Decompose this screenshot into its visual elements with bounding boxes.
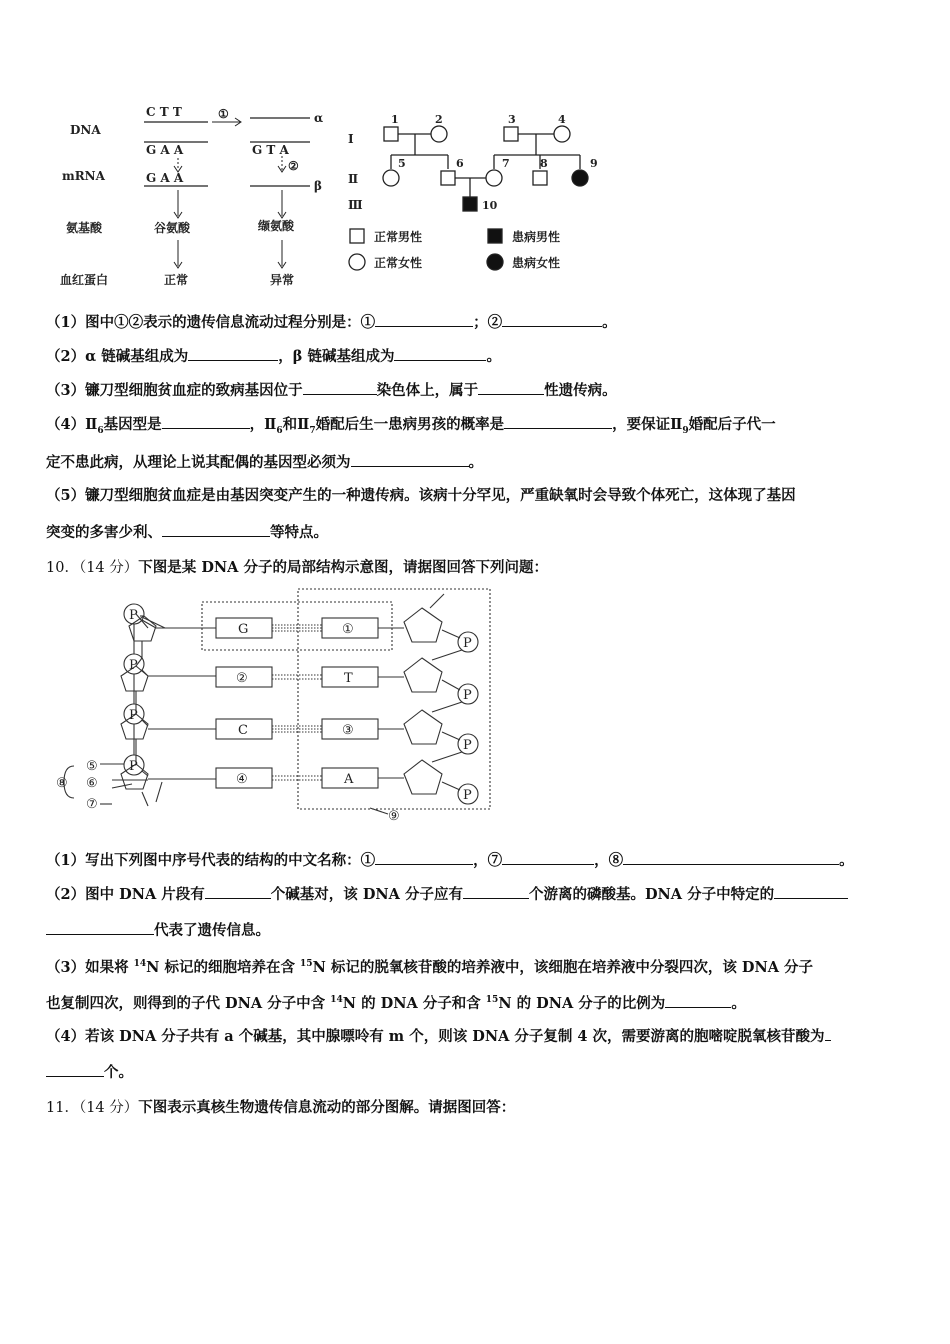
answer-blank[interactable] — [478, 380, 544, 395]
q9-sub1: （1）图中①②表示的遗传信息流动过程分别是：① ；② 。 — [46, 314, 617, 331]
pedigree-1-normal-male — [384, 127, 398, 141]
answer-blank[interactable] — [665, 993, 731, 1008]
amino-acid-label: 氨基酸 — [66, 221, 103, 235]
pedigree-id-7: 7 — [502, 157, 510, 170]
pedigree-3-normal-male — [504, 127, 518, 141]
q9-sub5: （5）镰刀型细胞贫血症是由基因突变产生的一种遗传病。该病十分罕见，严重缺氧时会导致个体死亡，这体现了基因 — [46, 487, 796, 504]
legend-normal-female-icon — [349, 254, 365, 270]
pedigree-id-1: 1 — [391, 113, 399, 126]
legend-affected-female-icon — [487, 254, 503, 270]
beta-label: β — [314, 179, 322, 193]
q10-sub4: （4）若该 DNA 分子共有 a 个碱基，其中腺嘌呤有 m 个，则该 DNA 分子复制 4 次，需要游离的胞嘧啶脱氧核苷酸为 — [46, 1026, 916, 1047]
process-mark-1: ① — [218, 107, 229, 121]
pedigree-6-normal-male — [441, 171, 455, 185]
answer-blank[interactable] — [375, 312, 473, 327]
aa-left: 谷氨酸 — [154, 221, 191, 235]
pedigree-id-10: 10 — [482, 199, 498, 212]
answer-blank[interactable] — [623, 850, 839, 865]
answer-blank[interactable] — [502, 312, 602, 327]
pedigree-2-normal-female — [431, 126, 447, 142]
mark-8: ⑧ — [56, 776, 68, 791]
mrna-left: G A A — [146, 171, 184, 185]
mrna-label: mRNA — [62, 169, 105, 183]
q9-sub4: $(4)Ⅱ_6$基因型是 ，$Ⅱ_6$和$Ⅱ_7$婚配后生一患病男孩的概率是 ，要保证$Ⅱ_9$婚配后子代一 — [46, 416, 776, 436]
left-phosphate-label: P — [129, 708, 138, 723]
legend-affected-male-icon — [488, 229, 502, 243]
pedigree-id-6: 6 — [456, 157, 464, 170]
legend-normal-male: 正常男性 — [374, 230, 423, 244]
pedigree-chart — [340, 105, 610, 275]
generation-2-label: Ⅱ — [348, 172, 359, 186]
answer-blank[interactable] — [463, 884, 529, 899]
pedigree-5-normal-female — [383, 170, 399, 186]
q10-sub4-cont: 个。 — [46, 1062, 916, 1083]
legend-affected-female: 患病女性 — [512, 256, 561, 270]
dotted-box-base-pair — [202, 602, 392, 650]
q10-sub2: （2）图中 DNA 片段有 个碱基对，该 DNA 分子应有 个游离的磷酸基。DNA 分子中特定的 — [46, 884, 916, 905]
dna-bottom-strand-right: G T A — [252, 143, 289, 157]
dna-bottom-strand-left: G A A — [146, 143, 184, 157]
pedigree-4-normal-female — [554, 126, 570, 142]
answer-blank[interactable] — [394, 346, 486, 361]
left-phosphate-label: P — [129, 608, 138, 623]
pedigree-8-normal-male — [533, 171, 547, 185]
answer-blank[interactable] — [375, 850, 473, 865]
aa-right: 缬氨酸 — [258, 219, 295, 233]
answer-blank[interactable] — [162, 414, 250, 429]
answer-blank[interactable] — [162, 522, 270, 537]
q9-sub2: （2）α 链碱基组成为 ，β 链碱基组成为 。 — [46, 348, 501, 365]
base-mark-2: ② — [236, 671, 248, 686]
pedigree-10-affected-male — [463, 197, 477, 211]
legend-normal-female: 正常女性 — [374, 256, 423, 270]
pedigree-id-2: 2 — [435, 113, 443, 126]
right-phosphate-label: P — [463, 636, 472, 651]
q9-sub4-cont: 定不患此病，从理论上说其配偶的基因型必须为 。 — [46, 454, 483, 471]
pedigree-7-normal-female — [486, 170, 502, 186]
base-a: A — [344, 772, 354, 787]
pedigree-id-4: 4 — [558, 113, 566, 126]
dna-label: DNA — [70, 123, 101, 137]
hb-right: 异常 — [270, 273, 295, 287]
q10-sub1: （1）写出下列图中序号代表的结构的中文名称：① ，⑦ ，⑧ 。 — [46, 852, 854, 869]
answer-blank[interactable] — [46, 1062, 104, 1077]
right-phosphate-label: P — [463, 738, 472, 753]
answer-blank[interactable] — [351, 452, 469, 467]
answer-blank[interactable] — [774, 884, 848, 899]
mark-9: ⑨ — [388, 809, 400, 824]
process-mark-2: ② — [288, 159, 299, 173]
pedigree-9-affected-female — [572, 170, 588, 186]
base-mark-3: ③ — [342, 723, 354, 738]
left-phosphate-label: P — [129, 658, 138, 673]
q11-header: 11．（14 分）下图表示真核生物遗传信息流动的部分图解。请据图回答： — [46, 1099, 516, 1116]
hb-left: 正常 — [164, 273, 189, 287]
mark-6: ⑥ — [86, 776, 98, 791]
gene-expression-diagram — [60, 100, 340, 295]
base-c: C — [238, 723, 248, 738]
generation-1-label: Ⅰ — [348, 132, 354, 146]
q10-sub3: （3）如果将 $^{14}$N 标记的细胞培养在含 $^{15}$N 标记的脱氧核苷酸的培养液中，该细胞在培养液中分裂四次，该 DNA 分子 — [46, 958, 814, 976]
answer-blank[interactable] — [188, 346, 278, 361]
pedigree-id-9: 9 — [590, 157, 598, 170]
q10-sub2-cont: 代表了遗传信息。 — [46, 920, 916, 941]
answer-blank[interactable] — [303, 380, 377, 395]
answer-blank[interactable] — [825, 1026, 831, 1041]
base-mark-4: ④ — [236, 772, 248, 787]
pedigree-id-8: 8 — [540, 157, 548, 170]
answer-blank[interactable] — [502, 850, 594, 865]
dotted-box-9 — [298, 589, 490, 809]
dna-top-strand-left: C T T — [146, 105, 182, 119]
legend-affected-male: 患病男性 — [512, 230, 561, 244]
q9-sub5-cont: 突变的多害少利、 等特点。 — [46, 524, 328, 541]
hemoglobin-label: 血红蛋白 — [60, 273, 109, 287]
dna-structure-diagram — [52, 586, 502, 826]
q9-sub3: （3）镰刀型细胞贫血症的致病基因位于 染色体上，属于 性遗传病。 — [46, 382, 617, 399]
pedigree-id-5: 5 — [398, 157, 406, 170]
q10-sub3-cont: 也复制四次，则得到的子代 DNA 分子中含 $^{14}$N 的 DNA 分子和含 $^{15}$N 的 DNA 分子的比例为 。 — [46, 994, 746, 1012]
alpha-label: α — [314, 111, 324, 125]
base-t: T — [344, 671, 353, 686]
base-mark-1: ① — [342, 622, 354, 637]
answer-blank[interactable] — [504, 414, 612, 429]
generation-3-label: Ⅲ — [348, 198, 363, 212]
answer-blank[interactable] — [205, 884, 271, 899]
left-phosphates — [124, 604, 156, 776]
base-g: G — [238, 622, 249, 637]
legend-normal-male-icon — [350, 229, 364, 243]
pedigree-id-3: 3 — [508, 113, 516, 126]
right-phosphate-label: P — [463, 788, 472, 803]
mark-5: ⑤ — [86, 759, 98, 774]
left-phosphate-label: P — [129, 759, 138, 774]
answer-blank[interactable] — [46, 920, 154, 935]
right-phosphate-label: P — [463, 688, 472, 703]
q10-header: 10．（14 分）下图是某 DNA 分子的局部结构示意图，请据图回答下列问题： — [46, 559, 548, 576]
mark-7: ⑦ — [86, 797, 98, 812]
